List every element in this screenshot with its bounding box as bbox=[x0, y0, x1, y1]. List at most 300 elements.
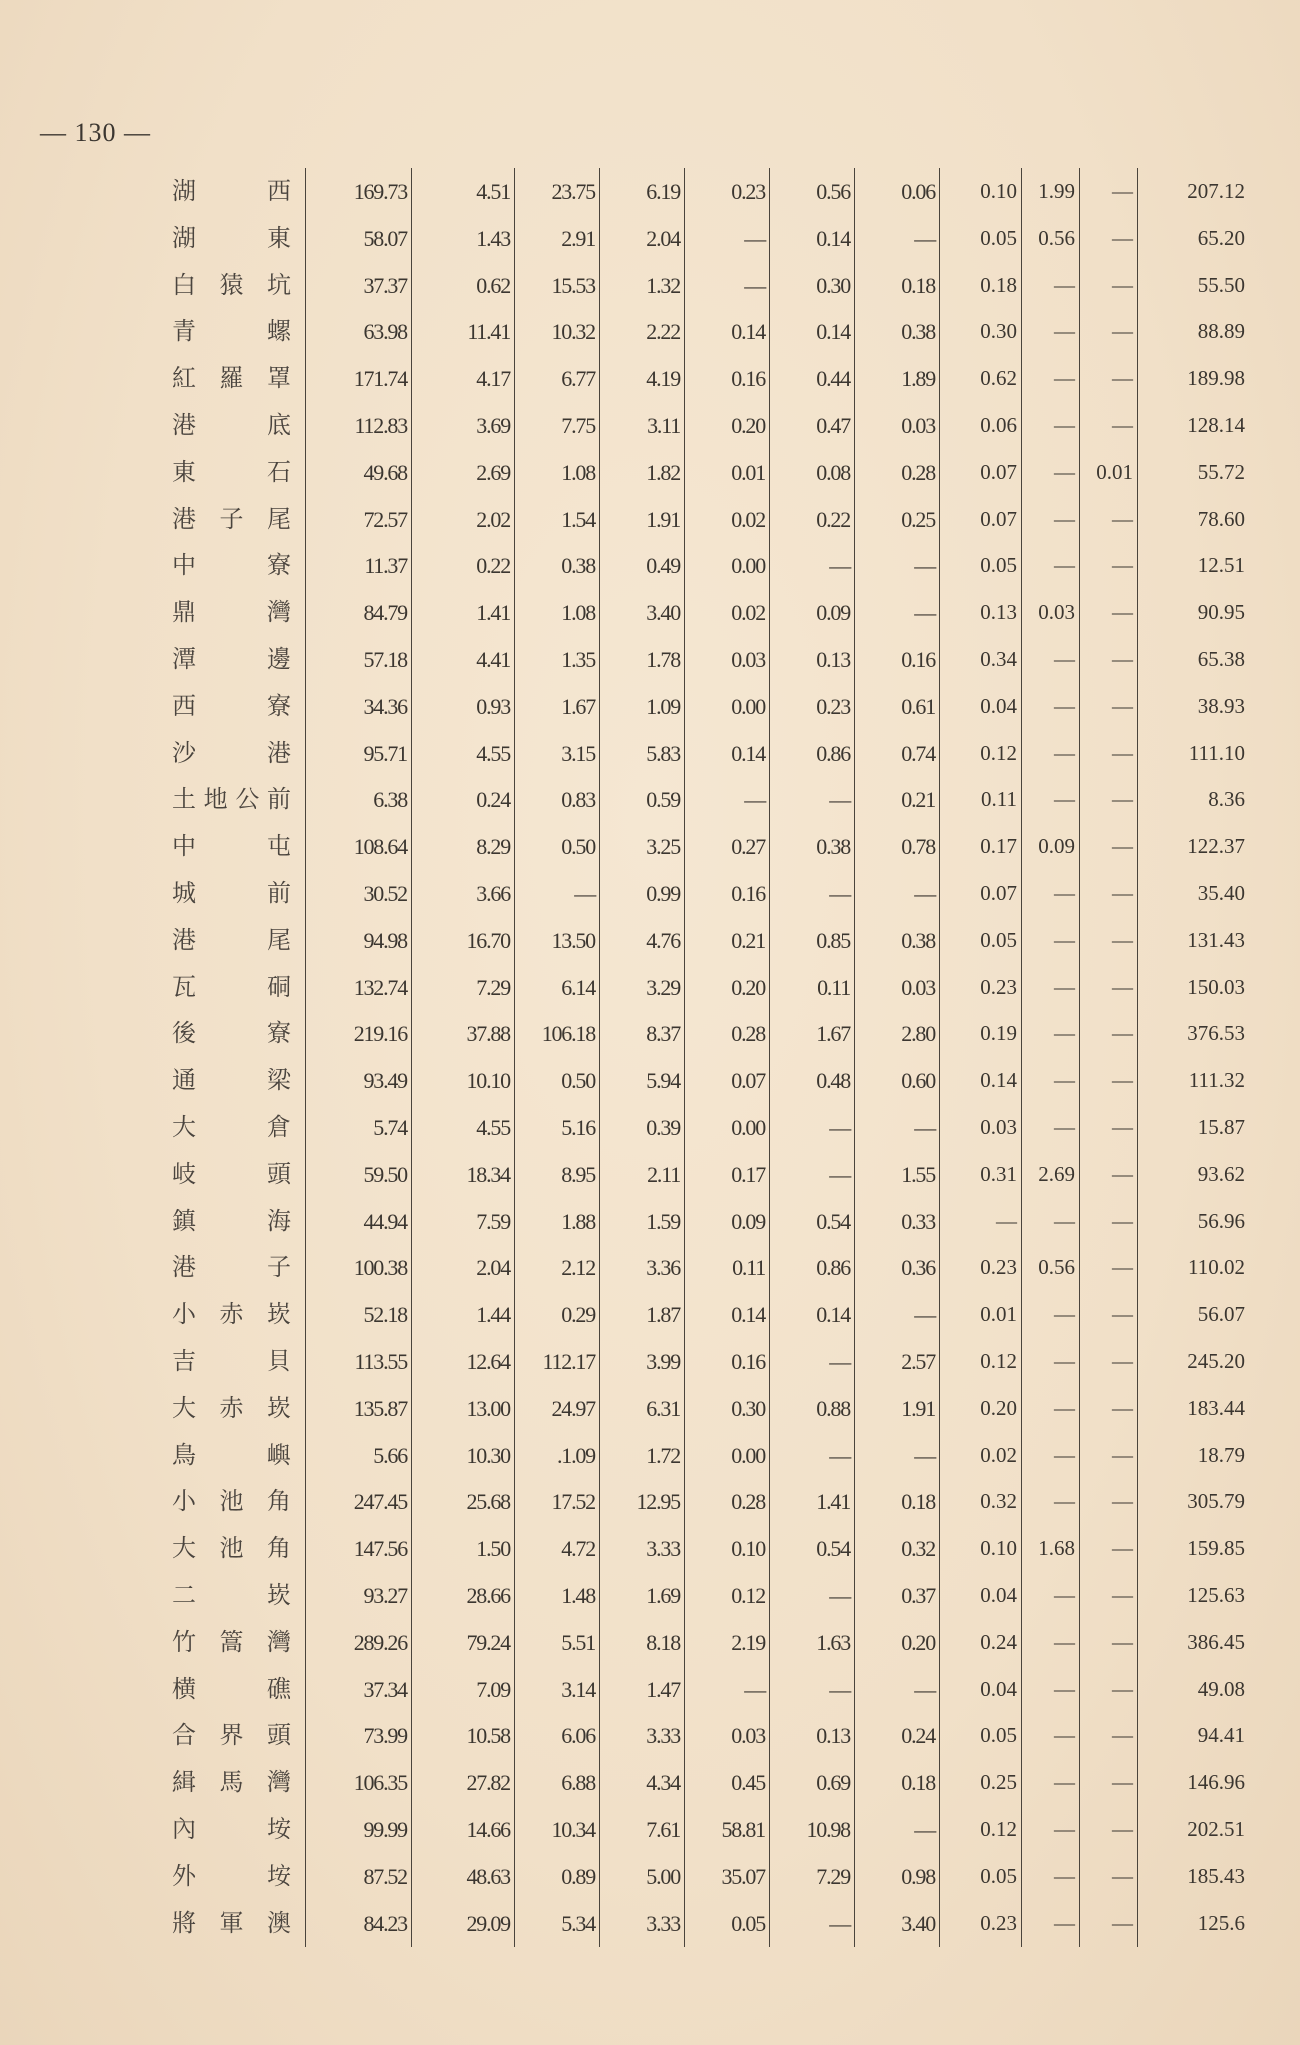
place-name: 城前 bbox=[172, 870, 306, 917]
value-cell: 0.14 bbox=[685, 308, 770, 355]
value-cell: 3.33 bbox=[600, 1900, 685, 1947]
value-cell: 3.14 bbox=[515, 1666, 600, 1713]
value-cell: 0.14 bbox=[685, 1291, 770, 1338]
value-cell: — bbox=[855, 1104, 940, 1151]
value-cell: — bbox=[1022, 1619, 1080, 1666]
place-name: 土地公前 bbox=[172, 776, 306, 823]
table-row bbox=[0, 870, 1300, 917]
value-cell: — bbox=[1080, 1385, 1138, 1432]
value-cell: 5.34 bbox=[515, 1900, 600, 1947]
value-cell: — bbox=[770, 1151, 855, 1198]
value-cell: 1.82 bbox=[600, 449, 685, 496]
value-cell: — bbox=[855, 1291, 940, 1338]
value-cell: 0.50 bbox=[515, 823, 600, 870]
value-cell: — bbox=[1080, 589, 1138, 636]
value-cell: — bbox=[1080, 168, 1138, 215]
value-cell: 1.44 bbox=[412, 1291, 515, 1338]
row-total-cell: 35.40 bbox=[1197, 881, 1245, 905]
value-cell: — bbox=[1080, 1712, 1138, 1759]
value-cell: 10.34 bbox=[515, 1806, 600, 1853]
value-cell: 1.72 bbox=[600, 1432, 685, 1479]
value-cell: 2.91 bbox=[515, 215, 600, 262]
value-cell: 0.24 bbox=[855, 1712, 940, 1759]
place-name: 將軍澳 bbox=[172, 1900, 306, 1947]
place-name: 鼎灣 bbox=[172, 589, 306, 636]
value-cell: — bbox=[855, 1666, 940, 1713]
value-cell: 1.50 bbox=[412, 1525, 515, 1572]
value-cell: 0.00 bbox=[685, 1104, 770, 1151]
place-name: 鎮海 bbox=[172, 1198, 306, 1245]
value-cell: 0.38 bbox=[770, 823, 855, 870]
value-cell: — bbox=[1080, 823, 1138, 870]
row-total-cell: 122.37 bbox=[1187, 834, 1245, 859]
row-total-cell: 189.98 bbox=[1187, 366, 1245, 391]
value-cell: 37.37 bbox=[306, 262, 412, 309]
value-cell: 1.78 bbox=[600, 636, 685, 683]
value-cell: — bbox=[770, 1432, 855, 1479]
value-cell: 0.56 bbox=[1022, 215, 1080, 262]
value-cell: 63.98 bbox=[306, 308, 412, 355]
value-cell: 7.75 bbox=[515, 402, 600, 449]
value-cell: 5.94 bbox=[600, 1057, 685, 1104]
value-cell: 0.02 bbox=[940, 1432, 1022, 1479]
value-cell: 0.38 bbox=[515, 542, 600, 589]
place-name: 大赤崁 bbox=[172, 1385, 306, 1432]
value-cell: — bbox=[1080, 1666, 1138, 1713]
value-cell: 0.62 bbox=[940, 355, 1022, 402]
value-cell: 0.18 bbox=[855, 262, 940, 309]
value-cell: 1.91 bbox=[855, 1385, 940, 1432]
value-cell: 0.28 bbox=[855, 449, 940, 496]
value-cell: 7.29 bbox=[770, 1853, 855, 1900]
value-cell: 0.23 bbox=[770, 683, 855, 730]
value-cell: — bbox=[1080, 402, 1138, 449]
value-cell: — bbox=[1080, 262, 1138, 309]
value-cell: 0.49 bbox=[600, 542, 685, 589]
value-cell: 147.56 bbox=[306, 1525, 412, 1572]
row-total-cell: 202.51 bbox=[1187, 1817, 1245, 1841]
value-cell: — bbox=[1022, 917, 1080, 964]
value-cell: 0.36 bbox=[855, 1244, 940, 1291]
value-cell: 29.09 bbox=[412, 1900, 515, 1947]
value-cell: 0.14 bbox=[770, 1291, 855, 1338]
value-cell: 0.38 bbox=[855, 917, 940, 964]
value-cell: — bbox=[770, 1104, 855, 1151]
row-total-cell: 49.08 bbox=[1197, 1676, 1245, 1701]
value-cell: 2.57 bbox=[855, 1338, 940, 1385]
value-cell: 0.03 bbox=[855, 402, 940, 449]
value-cell: 0.05 bbox=[940, 215, 1022, 262]
table-row bbox=[0, 542, 1300, 589]
value-cell: 10.30 bbox=[412, 1432, 515, 1479]
value-cell: 35.07 bbox=[685, 1853, 770, 1900]
value-cell: — bbox=[1022, 964, 1080, 1011]
row-total-cell: 90.95 bbox=[1197, 600, 1245, 625]
row-total-cell: 65.38 bbox=[1197, 647, 1245, 671]
value-cell: 6.31 bbox=[600, 1385, 685, 1432]
row-total-cell: 56.96 bbox=[1197, 1208, 1245, 1233]
row-total-cell: 131.43 bbox=[1187, 927, 1245, 952]
value-cell: — bbox=[855, 1806, 940, 1853]
value-cell: 106.18 bbox=[515, 1010, 600, 1057]
value-cell: 0.04 bbox=[940, 1572, 1022, 1619]
value-cell: 0.30 bbox=[940, 308, 1022, 355]
value-cell: 0.16 bbox=[685, 1338, 770, 1385]
value-cell: 0.18 bbox=[855, 1478, 940, 1525]
value-cell: 0.54 bbox=[770, 1198, 855, 1245]
value-cell: 1.43 bbox=[412, 215, 515, 262]
table-row bbox=[0, 449, 1300, 496]
value-cell: — bbox=[685, 215, 770, 262]
value-cell: 14.66 bbox=[412, 1806, 515, 1853]
value-cell: — bbox=[770, 776, 855, 823]
value-cell: 1.69 bbox=[600, 1572, 685, 1619]
row-total-cell: 78.60 bbox=[1197, 506, 1245, 531]
value-cell: 2.19 bbox=[685, 1619, 770, 1666]
value-cell: 0.03 bbox=[685, 636, 770, 683]
table-row bbox=[0, 1010, 1300, 1057]
value-cell: — bbox=[1022, 1759, 1080, 1806]
place-name: 湖西 bbox=[172, 168, 306, 215]
row-total-cell: 88.89 bbox=[1197, 319, 1245, 344]
value-cell: 0.29 bbox=[515, 1291, 600, 1338]
value-cell: — bbox=[1080, 730, 1138, 777]
table-row bbox=[0, 1619, 1300, 1666]
value-cell: 0.39 bbox=[600, 1104, 685, 1151]
value-cell: — bbox=[1080, 1759, 1138, 1806]
row-total-cell: 65.20 bbox=[1197, 225, 1245, 250]
value-cell: 0.24 bbox=[940, 1619, 1022, 1666]
place-name: 合界頭 bbox=[172, 1712, 306, 1759]
value-cell: 0.09 bbox=[770, 589, 855, 636]
value-cell: 2.69 bbox=[412, 449, 515, 496]
value-cell: 0.23 bbox=[940, 964, 1022, 1011]
row-total-cell: 305.79 bbox=[1187, 1489, 1245, 1514]
value-cell: 95.71 bbox=[306, 730, 412, 777]
value-cell: — bbox=[1022, 1432, 1080, 1479]
table-row bbox=[0, 589, 1300, 636]
value-cell: 3.15 bbox=[515, 730, 600, 777]
value-cell: 0.88 bbox=[770, 1385, 855, 1432]
value-cell: 8.95 bbox=[515, 1151, 600, 1198]
value-cell: 135.87 bbox=[306, 1385, 412, 1432]
value-cell: 58.07 bbox=[306, 215, 412, 262]
value-cell: 0.38 bbox=[855, 308, 940, 355]
value-cell: 0.07 bbox=[940, 449, 1022, 496]
value-cell: 5.00 bbox=[600, 1853, 685, 1900]
value-cell: 112.17 bbox=[515, 1338, 600, 1385]
value-cell: 1.91 bbox=[600, 496, 685, 543]
row-total-cell: 386.45 bbox=[1187, 1629, 1245, 1654]
value-cell: 93.49 bbox=[306, 1057, 412, 1104]
value-cell: — bbox=[1022, 730, 1080, 777]
row-total-cell: 55.72 bbox=[1197, 459, 1245, 484]
value-cell: — bbox=[855, 1432, 940, 1479]
value-cell: 0.14 bbox=[940, 1057, 1022, 1104]
place-name: 鳥嶼 bbox=[172, 1432, 306, 1479]
value-cell: 3.36 bbox=[600, 1244, 685, 1291]
value-cell: 0.06 bbox=[855, 168, 940, 215]
table-row bbox=[0, 1338, 1300, 1385]
value-cell: — bbox=[685, 262, 770, 309]
value-cell: 0.13 bbox=[770, 1712, 855, 1759]
table-row bbox=[0, 496, 1300, 543]
value-cell: 17.52 bbox=[515, 1478, 600, 1525]
table-row bbox=[0, 355, 1300, 402]
place-name: 大倉 bbox=[172, 1104, 306, 1151]
table-row bbox=[0, 683, 1300, 730]
value-cell: 0.09 bbox=[1022, 823, 1080, 870]
value-cell: 0.10 bbox=[940, 168, 1022, 215]
place-name: 港尾 bbox=[172, 917, 306, 964]
value-cell: 0.54 bbox=[770, 1525, 855, 1572]
value-cell: 0.19 bbox=[940, 1010, 1022, 1057]
value-cell: 0.20 bbox=[855, 1619, 940, 1666]
value-cell: 2.69 bbox=[1022, 1151, 1080, 1198]
value-cell: — bbox=[1022, 1853, 1080, 1900]
value-cell: 0.93 bbox=[412, 683, 515, 730]
value-cell: 12.64 bbox=[412, 1338, 515, 1385]
value-cell: — bbox=[1022, 1057, 1080, 1104]
value-cell: — bbox=[1022, 1900, 1080, 1947]
row-total-cell: 38.93 bbox=[1197, 693, 1245, 718]
value-cell: 0.31 bbox=[940, 1151, 1022, 1198]
value-cell: 15.53 bbox=[515, 262, 600, 309]
value-cell: — bbox=[855, 870, 940, 917]
row-total-cell: 94.41 bbox=[1197, 1723, 1245, 1748]
value-cell: 0.30 bbox=[770, 262, 855, 309]
value-cell: 6.06 bbox=[515, 1712, 600, 1759]
value-cell: 10.58 bbox=[412, 1712, 515, 1759]
row-total-cell: 125.6 bbox=[1197, 1910, 1245, 1935]
value-cell: 4.55 bbox=[412, 730, 515, 777]
value-cell: 0.99 bbox=[600, 870, 685, 917]
value-cell: 1.55 bbox=[855, 1151, 940, 1198]
row-total-cell: 125.63 bbox=[1187, 1583, 1245, 1607]
value-cell: 6.88 bbox=[515, 1759, 600, 1806]
value-cell: — bbox=[770, 1900, 855, 1947]
value-cell: 1.08 bbox=[515, 589, 600, 636]
value-cell: 6.14 bbox=[515, 964, 600, 1011]
value-cell: 0.62 bbox=[412, 262, 515, 309]
value-cell: — bbox=[1080, 1853, 1138, 1900]
value-cell: — bbox=[1022, 1478, 1080, 1525]
value-cell: — bbox=[685, 1666, 770, 1713]
value-cell: 0.12 bbox=[940, 1338, 1022, 1385]
value-cell: — bbox=[1080, 1525, 1138, 1572]
value-cell: — bbox=[1080, 917, 1138, 964]
value-cell: 37.88 bbox=[412, 1010, 515, 1057]
value-cell: 84.79 bbox=[306, 589, 412, 636]
value-cell: — bbox=[1080, 542, 1138, 589]
value-cell: — bbox=[1022, 496, 1080, 543]
value-cell: 25.68 bbox=[412, 1478, 515, 1525]
place-name: 沙港 bbox=[172, 730, 306, 777]
value-cell: 4.41 bbox=[412, 636, 515, 683]
value-cell: 5.66 bbox=[306, 1432, 412, 1479]
value-cell: 4.51 bbox=[412, 168, 515, 215]
value-cell: 3.40 bbox=[855, 1900, 940, 1947]
table-row bbox=[0, 1057, 1300, 1104]
value-cell: — bbox=[1080, 870, 1138, 917]
value-cell: 0.85 bbox=[770, 917, 855, 964]
value-cell: 0.78 bbox=[855, 823, 940, 870]
value-cell: 12.95 bbox=[600, 1478, 685, 1525]
value-cell: 0.11 bbox=[770, 964, 855, 1011]
value-cell: 0.22 bbox=[412, 542, 515, 589]
table-row bbox=[0, 730, 1300, 777]
value-cell: 0.32 bbox=[855, 1525, 940, 1572]
value-cell: 2.02 bbox=[412, 496, 515, 543]
row-total-cell: 8.36 bbox=[1208, 787, 1245, 812]
value-cell: — bbox=[855, 215, 940, 262]
place-name: 横礁 bbox=[172, 1666, 306, 1713]
value-cell: — bbox=[855, 542, 940, 589]
row-total-cell: 146.96 bbox=[1187, 1770, 1245, 1795]
table-row bbox=[0, 1151, 1300, 1198]
value-cell: 0.86 bbox=[770, 730, 855, 777]
value-cell: 0.23 bbox=[940, 1900, 1022, 1947]
value-cell: 7.29 bbox=[412, 964, 515, 1011]
row-total-cell: 56.07 bbox=[1197, 1302, 1245, 1327]
table-row bbox=[0, 1900, 1300, 1947]
value-cell: 1.59 bbox=[600, 1198, 685, 1245]
value-cell: 0.07 bbox=[685, 1057, 770, 1104]
value-cell: 1.08 bbox=[515, 449, 600, 496]
value-cell: 0.98 bbox=[855, 1853, 940, 1900]
value-cell: 7.09 bbox=[412, 1666, 515, 1713]
value-cell: 3.25 bbox=[600, 823, 685, 870]
table-row bbox=[0, 776, 1300, 823]
value-cell: 3.40 bbox=[600, 589, 685, 636]
value-cell: — bbox=[1080, 1010, 1138, 1057]
value-cell: — bbox=[855, 589, 940, 636]
value-cell: 0.60 bbox=[855, 1057, 940, 1104]
value-cell: 0.10 bbox=[940, 1525, 1022, 1572]
place-name: 小池角 bbox=[172, 1478, 306, 1525]
value-cell: — bbox=[1022, 1385, 1080, 1432]
table-row bbox=[0, 1432, 1300, 1479]
value-cell: 28.66 bbox=[412, 1572, 515, 1619]
value-cell: — bbox=[1080, 1198, 1138, 1245]
value-cell: 3.66 bbox=[412, 870, 515, 917]
value-cell: — bbox=[1080, 1291, 1138, 1338]
value-cell: 0.10 bbox=[685, 1525, 770, 1572]
value-cell: 0.22 bbox=[770, 496, 855, 543]
row-total-cell: 159.85 bbox=[1187, 1536, 1245, 1561]
table-row bbox=[0, 262, 1300, 309]
value-cell: 16.70 bbox=[412, 917, 515, 964]
value-cell: 1.89 bbox=[855, 355, 940, 402]
value-cell: 73.99 bbox=[306, 1712, 412, 1759]
place-name: 港底 bbox=[172, 402, 306, 449]
value-cell: — bbox=[1080, 964, 1138, 1011]
value-cell: 0.74 bbox=[855, 730, 940, 777]
place-name: 西寮 bbox=[172, 683, 306, 730]
value-cell: 0.05 bbox=[940, 917, 1022, 964]
value-cell: 0.69 bbox=[770, 1759, 855, 1806]
value-cell: 13.00 bbox=[412, 1385, 515, 1432]
value-cell: 0.83 bbox=[515, 776, 600, 823]
value-cell: 0.61 bbox=[855, 683, 940, 730]
value-cell: 1.67 bbox=[515, 683, 600, 730]
value-cell: 247.45 bbox=[306, 1478, 412, 1525]
place-name: 東石 bbox=[172, 449, 306, 496]
value-cell: 0.28 bbox=[685, 1010, 770, 1057]
value-cell: 4.34 bbox=[600, 1759, 685, 1806]
place-name: 白猿坑 bbox=[172, 262, 306, 309]
value-cell: 11.41 bbox=[412, 308, 515, 355]
value-cell: — bbox=[1022, 1010, 1080, 1057]
value-cell: 0.17 bbox=[685, 1151, 770, 1198]
value-cell: — bbox=[1022, 776, 1080, 823]
value-cell: 0.00 bbox=[685, 542, 770, 589]
value-cell: 6.77 bbox=[515, 355, 600, 402]
value-cell: 0.11 bbox=[940, 776, 1022, 823]
value-cell: — bbox=[1080, 1104, 1138, 1151]
value-cell: 2.11 bbox=[600, 1151, 685, 1198]
value-cell: 5.83 bbox=[600, 730, 685, 777]
value-cell: 5.51 bbox=[515, 1619, 600, 1666]
value-cell: 0.03 bbox=[855, 964, 940, 1011]
value-cell: 4.72 bbox=[515, 1525, 600, 1572]
row-total-cell: 111.32 bbox=[1188, 1068, 1245, 1093]
row-total-cell: 185.43 bbox=[1187, 1863, 1245, 1888]
value-cell: 72.57 bbox=[306, 496, 412, 543]
value-cell: 0.23 bbox=[940, 1244, 1022, 1291]
page-number: — 130 — bbox=[40, 118, 151, 147]
value-cell: 7.61 bbox=[600, 1806, 685, 1853]
value-cell: 1.09 bbox=[600, 683, 685, 730]
value-cell: 0.47 bbox=[770, 402, 855, 449]
value-cell: — bbox=[1080, 355, 1138, 402]
value-cell: — bbox=[1022, 1572, 1080, 1619]
place-name: 瓦硐 bbox=[172, 964, 306, 1011]
value-cell: — bbox=[770, 870, 855, 917]
value-cell: 1.88 bbox=[515, 1198, 600, 1245]
value-cell: 0.24 bbox=[412, 776, 515, 823]
value-cell: 0.05 bbox=[940, 1712, 1022, 1759]
value-cell: 0.18 bbox=[940, 262, 1022, 309]
value-cell: 4.55 bbox=[412, 1104, 515, 1151]
row-total-cell: 183.44 bbox=[1187, 1395, 1245, 1420]
value-cell: 0.03 bbox=[1022, 589, 1080, 636]
value-cell: 5.16 bbox=[515, 1104, 600, 1151]
value-cell: — bbox=[1022, 262, 1080, 309]
value-cell: 3.99 bbox=[600, 1338, 685, 1385]
value-cell: 1.99 bbox=[1022, 168, 1080, 215]
value-cell: 99.99 bbox=[306, 1806, 412, 1853]
value-cell: — bbox=[1080, 1900, 1138, 1947]
value-cell: 0.16 bbox=[855, 636, 940, 683]
value-cell: 0.33 bbox=[855, 1198, 940, 1245]
value-cell: 52.18 bbox=[306, 1291, 412, 1338]
value-cell: 3.29 bbox=[600, 964, 685, 1011]
table-row bbox=[0, 1666, 1300, 1713]
value-cell: 0.01 bbox=[1080, 449, 1138, 496]
place-name: 緝馬灣 bbox=[172, 1759, 306, 1806]
value-cell: 1.63 bbox=[770, 1619, 855, 1666]
value-cell: 0.37 bbox=[855, 1572, 940, 1619]
value-cell: 2.04 bbox=[412, 1244, 515, 1291]
place-name: 港子 bbox=[172, 1244, 306, 1291]
value-cell: 0.07 bbox=[940, 870, 1022, 917]
value-cell: 0.13 bbox=[940, 589, 1022, 636]
place-name: 通梁 bbox=[172, 1057, 306, 1104]
value-cell: — bbox=[1022, 308, 1080, 355]
value-cell: 27.82 bbox=[412, 1759, 515, 1806]
value-cell: 0.05 bbox=[685, 1900, 770, 1947]
